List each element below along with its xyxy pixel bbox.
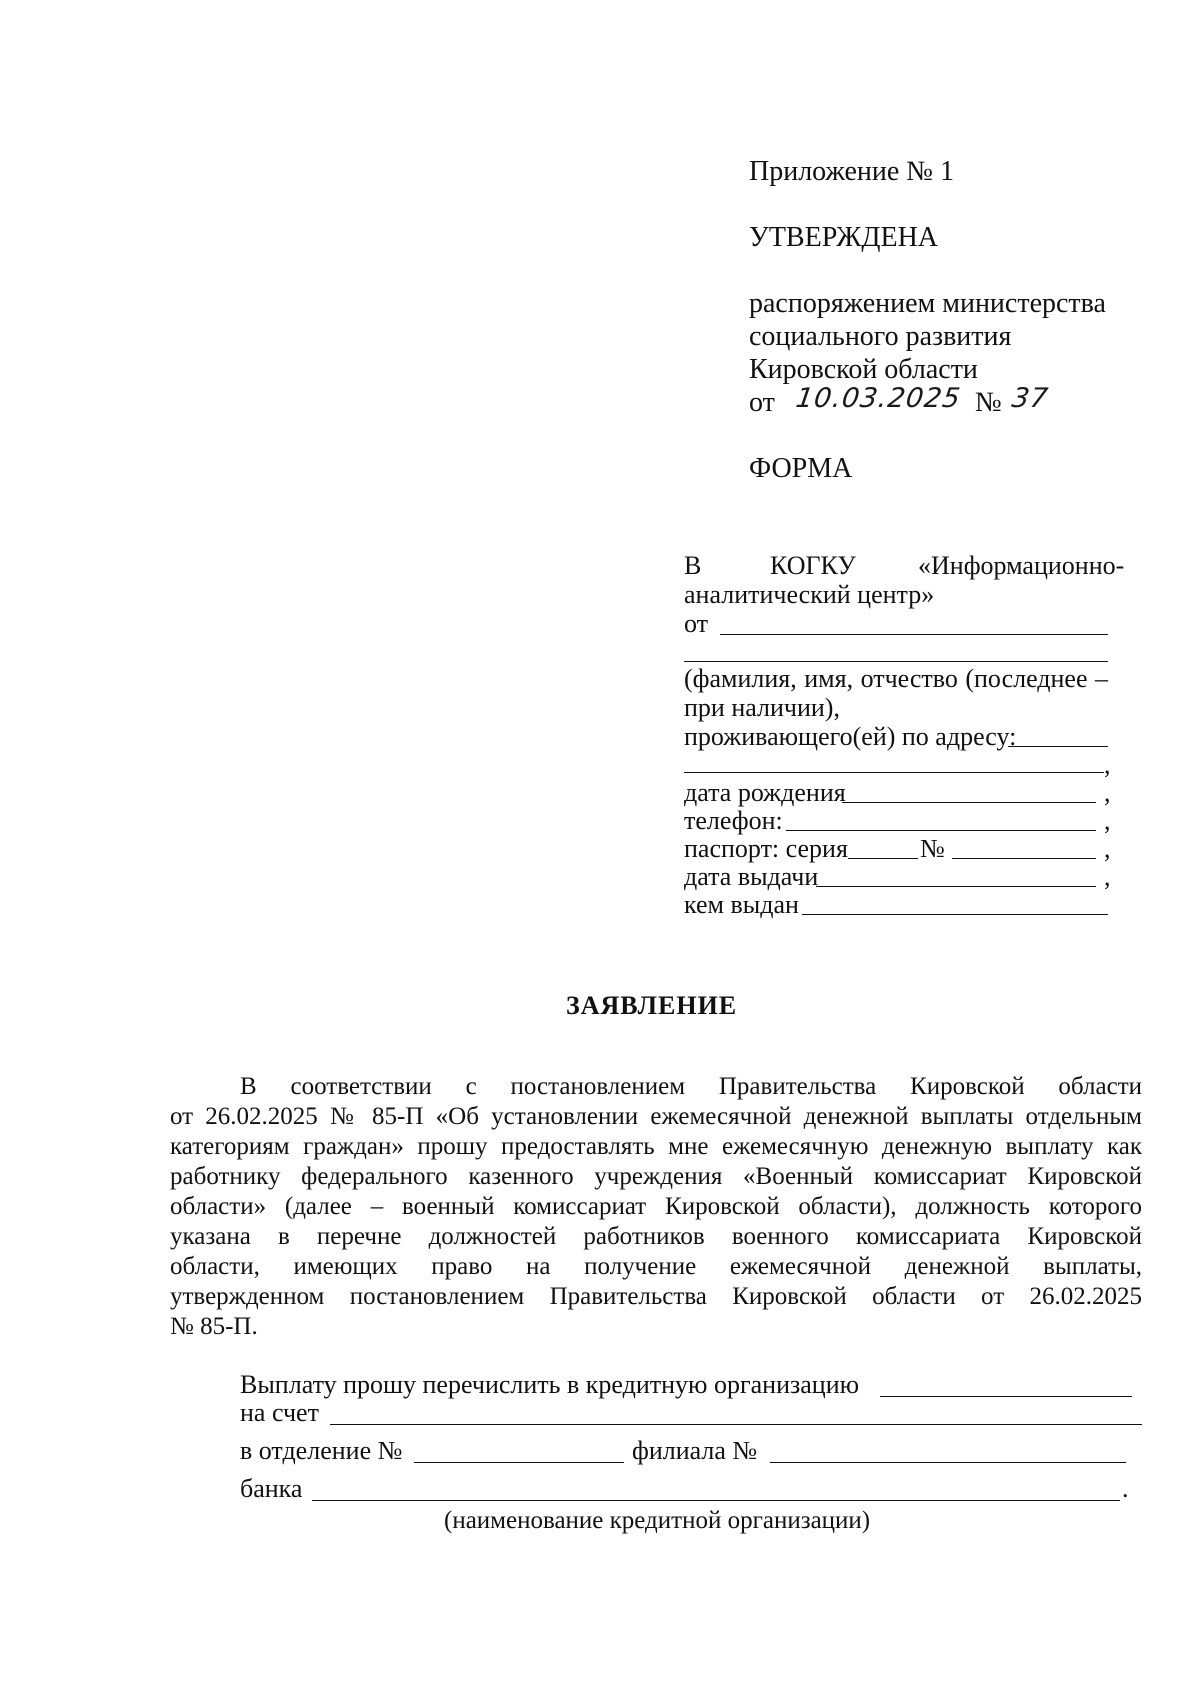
- fio-hint-line-1: (фамилия, имя, отчество (последнее –: [684, 664, 1108, 693]
- passport-comma: ,: [1104, 834, 1111, 863]
- payment-label: Выплату прошу перечислить в кредитную организацию: [240, 1370, 860, 1399]
- approved-label: УТВЕРЖДЕНА: [749, 222, 939, 253]
- fio-hint-line-2: при наличии),: [684, 693, 840, 722]
- decree-date-prefix: от: [749, 387, 775, 418]
- passport-series-line: [848, 858, 918, 859]
- recipient-org-abbr: КОГКУ: [770, 551, 856, 580]
- address-label: проживающего(ей) по адресу:: [684, 722, 1017, 751]
- passport-number-line: [952, 858, 1096, 859]
- bank-label: банка: [240, 1474, 303, 1503]
- filial-line: [770, 1462, 1126, 1463]
- branch-line: [414, 1462, 624, 1463]
- recipient-org-name-2: аналитический центр»: [684, 580, 935, 609]
- bank-period: .: [1122, 1474, 1129, 1503]
- birth-date-label: дата рождения: [684, 778, 846, 807]
- paragraph-line: категориям граждан» прошу предоставлять мне ежемесячную денежную выплату как: [170, 1133, 1142, 1160]
- issued-by-line: [802, 914, 1108, 915]
- decree-line-1: распоряжением министерства: [749, 288, 1106, 319]
- decree-date-handwritten: [793, 383, 963, 414]
- phone-line: [786, 830, 1096, 831]
- bank-hint: (наименование кредитной организации): [444, 1507, 871, 1534]
- form-label: ФОРМА: [749, 453, 853, 484]
- decree-number-prefix: №: [975, 387, 1002, 418]
- decree-line-3: Кировской области: [749, 354, 978, 385]
- paragraph-line: работнику федерального казенного учреждения «Военный комиссариат Кировской: [170, 1163, 1142, 1190]
- fio-line: [684, 661, 1108, 662]
- issue-date-comma: ,: [1104, 862, 1111, 891]
- account-line: [330, 1424, 1142, 1425]
- address-comma: ,: [1104, 750, 1111, 779]
- issued-by-label: кем выдан: [684, 890, 799, 919]
- paragraph-line: от 26.02.2025 № 85-П «Об установлении ежемесячной денежной выплаты отдельным: [170, 1103, 1142, 1130]
- phone-label: телефон:: [684, 806, 783, 835]
- birth-date-comma: ,: [1104, 778, 1111, 807]
- paragraph-line: области, имеющих право на получение ежемесячной денежной выплаты,: [170, 1253, 1142, 1280]
- passport-number-label: №: [920, 834, 945, 863]
- bank-line: [312, 1500, 1120, 1501]
- account-label: на счет: [240, 1398, 319, 1427]
- paragraph-line: указана в перечне должностей работников военного комиссариата Кировской: [170, 1223, 1142, 1250]
- phone-comma: ,: [1104, 806, 1111, 835]
- paragraph-line: В соответствии с постановлением Правительства Кировской области: [240, 1073, 1142, 1100]
- issue-date-label: дата выдачи: [684, 862, 819, 891]
- paragraph-line: № 85-П.: [170, 1313, 258, 1340]
- recipient-org-name-1: «Информационно-: [918, 551, 1125, 580]
- recipient-to-word: В: [684, 551, 702, 580]
- birth-date-line: [842, 802, 1096, 803]
- passport-series-label: паспорт: серия: [684, 834, 848, 863]
- paragraph-line: утвержденном постановлением Правительства Кировской области от 26.02.2025: [170, 1283, 1142, 1310]
- paragraph-line: области» (далее – военный комиссариат Кировской области), должность которого: [170, 1193, 1142, 1220]
- handwritten-date: 10.03.2025: [793, 383, 963, 414]
- issue-date-line: [816, 886, 1096, 887]
- address-line-1: [1008, 746, 1108, 747]
- decree-line-2: социального развития: [749, 321, 1012, 352]
- appendix-label: Приложение № 1: [749, 156, 954, 187]
- statement-title: ЗАЯВЛЕНИЕ: [566, 991, 738, 1020]
- address-line-2: [684, 772, 1104, 773]
- from-line: [720, 634, 1108, 635]
- decree-number-handwritten: [1009, 383, 1051, 414]
- branch-label: в отделение №: [240, 1436, 403, 1465]
- handwritten-number: 37: [1009, 383, 1051, 414]
- payment-org-line: [880, 1396, 1132, 1397]
- from-label: от: [684, 609, 709, 638]
- filial-label: филиала №: [632, 1436, 758, 1465]
